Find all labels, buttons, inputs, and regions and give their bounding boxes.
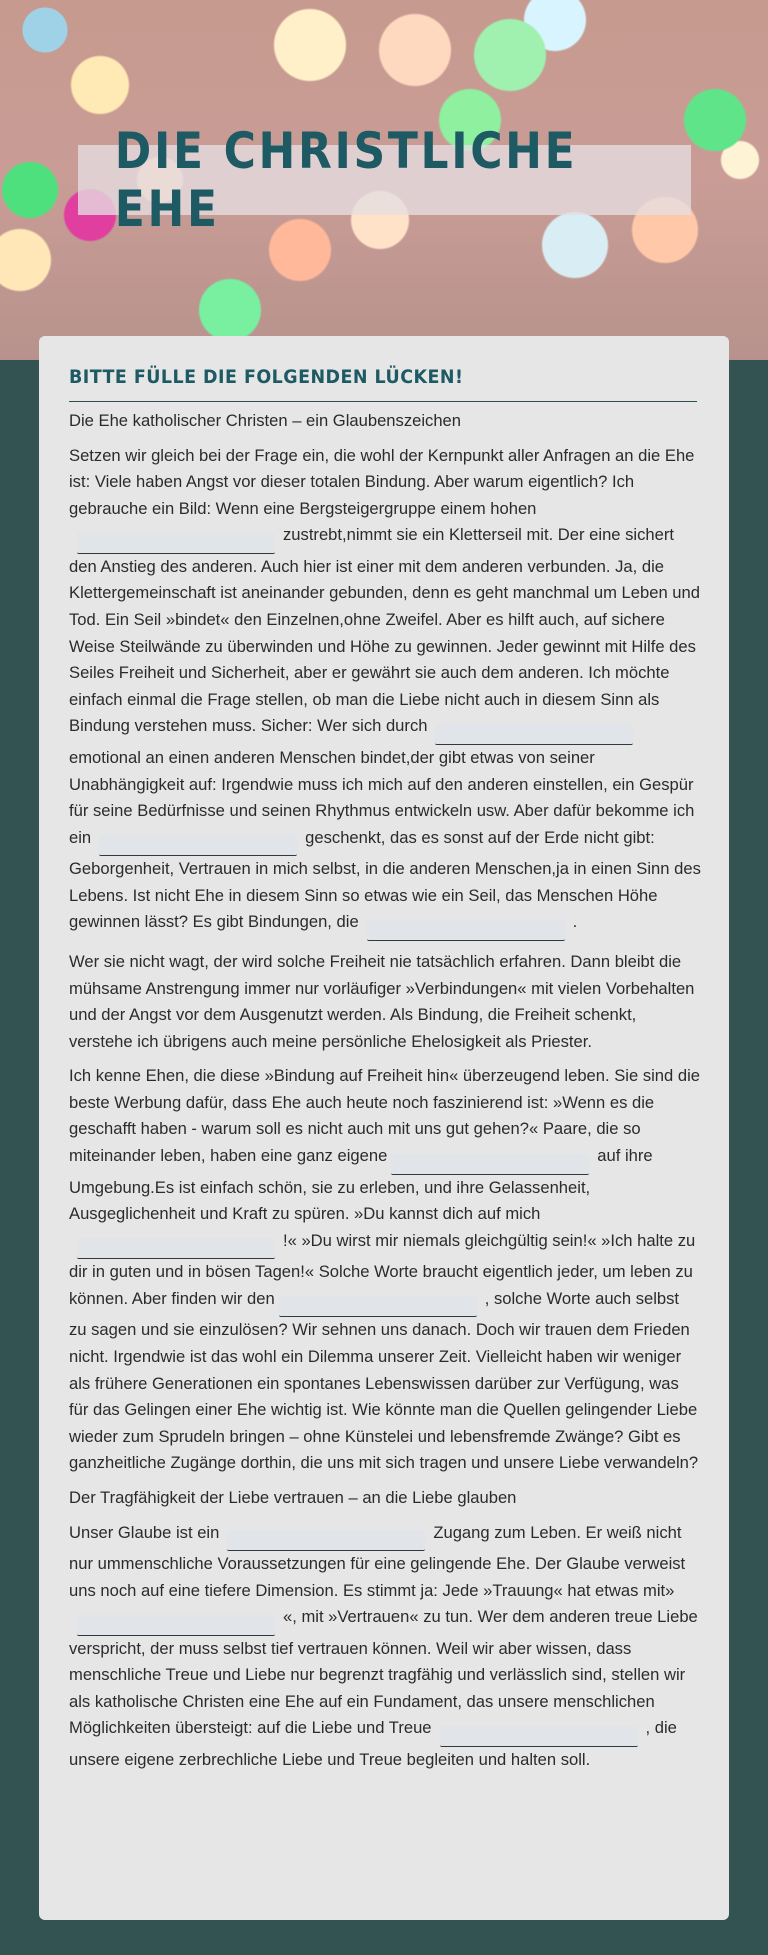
worksheet-card — [39, 336, 729, 1920]
instruction-heading: BITTE FÜLLE DIE FOLGENDEN LÜCKEN! — [69, 366, 464, 388]
text-segment: «, mit »Vertrauen« zu tun. Wer dem anderen treue Liebe verspricht, der muss selbst tief vertrauen können. Weil wir aber wissen, dass menschliche Treue und Liebe nur begrenzt tragfähig und verlässlich sind, stellen wir als katholische Christen eine Ehe auf ein Fundament, das unsere menschlichen Möglichkeiten übersteigt: auf die Liebe und Treue — [69, 1607, 698, 1738]
gap-input-6[interactable] — [77, 1238, 275, 1259]
gap-input-8[interactable] — [227, 1530, 425, 1551]
text-segment: , solche Worte auch selbst zu sagen und sie einzulösen? Wir sehnen uns danach. Doch wir trauen dem Frieden nicht. Irgendwie ist das wohl ein Dilemma unserer Zeit. Vielleicht haben wir weniger als frühere Generationen ein spontanes Lebenswissen darüber zur Verfügung, was für das Gelingen einer Ehe wichtig ist. Wie könnte man die Quellen gelingender Liebe wieder zum Sprudeln bringen – ohne Künstelei und lebensfremde Zwänge? Gibt es ganzheitliche Zugänge dorthin, die uns mit sich tragen und unsere Liebe verwandeln? — [69, 1288, 699, 1473]
text-segment: zustrebt,nimmt sie ein Kletterseil mit. Der eine sichert den Anstieg des anderen. Auch hier ist einer mit dem anderen verbunden. Ja, die Klettergemeinschaft ist aneinander gebunden, denn es geht manchmal um Leben und Tod. Ein Seil »bindet« den Einzelnen,ohne Zweifel. Aber es hilft auch, auf sichere Weise Steilwände zu überwinden und Höhe zu gewinnen. Jeder gewinnt mit Hilfe des Seiles Freiheit und Sicherheit, aber er gewährt sie auch dem anderen. Ich möchte einfach einmal die Frage stellen, ob man die Liebe nicht auch in diesem Sinn als Bindung verstehen muss. Sicher: Wer sich durch — [69, 525, 700, 736]
gap-input-5[interactable] — [391, 1154, 589, 1175]
gap-input-9[interactable] — [77, 1615, 275, 1636]
page-footer-background — [0, 1920, 768, 1955]
text-segment: . — [572, 912, 578, 932]
paragraph-3 — [69, 1063, 701, 1477]
header-banner-image — [0, 0, 768, 360]
paragraph-2: Wer sie nicht wagt, der wird solche Freiheit nie tatsächlich erfahren. Dann bleibt die mühsame Anstrengung immer nur vorläufiger »Verbindungen« mit vielen Vorbehalten und der Angst vor dem Ausgenutzt werden. Als Bindung, die Freiheit schenkt, verstehe ich übrigens auch meine persönliche Ehelosigkeit als Priester. — [69, 951, 695, 1051]
text-segment: , die unsere eigene zerbrechliche Liebe und Treue begleiten und halten soll. — [69, 1718, 677, 1769]
text-segment: !« »Du wirst mir niemals gleichgültig sein!« »Ich halte zu dir in guten und in bösen Tagen!« Solche Worte braucht eigentlich jeder, um leben zu können. Aber finden wir den — [69, 1230, 696, 1308]
gap-input-10[interactable] — [440, 1726, 638, 1747]
text-segment: Setzen wir gleich bei der Frage ein, die wohl der Kernpunkt aller Anfragen an die Ehe ist: Viele haben Angst vor dieser totalen Bindung. Aber warum eigentlich? Ich gebrauche ein Bild: Wenn eine Bergsteigergruppe einem hohen — [69, 445, 695, 518]
gap-input-3[interactable] — [99, 835, 297, 856]
gap-input-2[interactable] — [435, 724, 633, 745]
gap-input-7[interactable] — [279, 1296, 477, 1317]
section-title: Die Ehe katholischer Christen – ein Glaubenszeichen — [69, 411, 462, 430]
page-title: DIE CHRISTLICHE EHE — [114, 122, 578, 238]
text-segment: emotional an einen anderen Menschen bindet,der gibt etwas von seiner Unabhängigkeit auf: Irgendwie muss ich mich auf den anderen einstellen, ein Gespür für seine Bedürfnisse und seinen Rhythmus entwickeln usw. Aber dafür bekomme ich ein — [69, 747, 695, 847]
paragraph-4 — [69, 1520, 701, 1774]
text-segment: auf ihre Umgebung.Es ist einfach schön, sie zu erleben, und ihre Gelassenheit, Ausgeglichenheit und Kraft zu spüren. »Du kannst dich auf mich — [69, 1146, 653, 1224]
text-segment: geschenkt, das es sonst auf der Erde nicht gibt: Geborgenheit, Vertrauen in mich selbst, in die anderen Menschen,ja in einen Sinn des Lebens. Ist nicht Ehe in diesem Sinn so etwas wie ein Seil, das Menschen Höhe gewinnen lässt? Es gibt Bindungen, die — [69, 827, 701, 932]
worksheet-content — [69, 408, 701, 1782]
divider — [69, 401, 697, 402]
text-segment: Ich kenne Ehen, die diese »Bindung auf Freiheit hin« überzeugend leben. Sie sind die beste Werbung dafür, dass Ehe auch heute noch faszinierend ist: »Wenn es die geschafft haben - warum soll es nicht auch mit uns gut gehen?« Paare, die so miteinander leben, haben eine ganz eigene — [69, 1066, 701, 1166]
section-title: Der Tragfähigkeit der Liebe vertrauen – an die Liebe glauben — [69, 1487, 517, 1507]
text-segment: Zugang zum Leben. Er weiß nicht nur ummenschliche Voraussetzungen für eine gelingende Ehe. Der Glaube verweist uns noch auf eine tiefere Dimension. Es stimmt ja: Jede »Trauung« hat etwas mit» — [69, 1522, 686, 1600]
text-segment: Unser Glaube ist ein — [69, 1522, 220, 1542]
paragraph-1 — [69, 443, 701, 941]
gap-input-4[interactable] — [367, 920, 565, 941]
gap-input-1[interactable] — [77, 533, 275, 554]
title-box — [78, 122, 691, 238]
